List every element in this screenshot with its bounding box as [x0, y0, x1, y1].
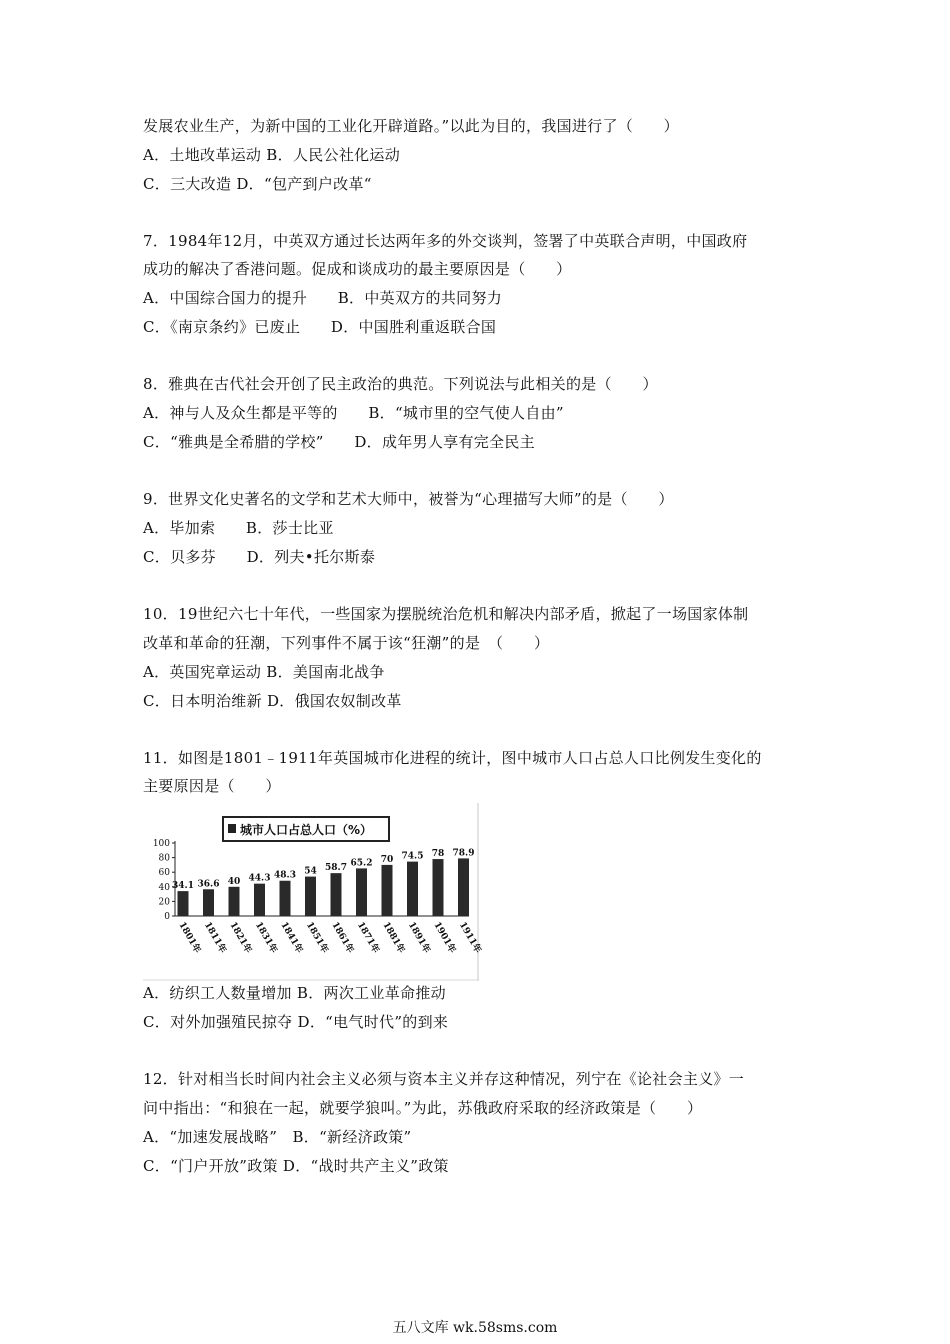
- chart-data-label: 74.5: [401, 851, 424, 862]
- chart-x-tick-label: 1851年: [303, 920, 330, 955]
- chart-x-tick-label: 1911年: [456, 920, 483, 955]
- chart-x-tick-label: 1811年: [201, 920, 228, 955]
- chart-data-label: 70: [380, 854, 394, 865]
- chart-data-label: 44.3: [248, 873, 271, 884]
- chart-x-tick-label: 1801年: [176, 920, 203, 955]
- chart-bar: [356, 868, 367, 916]
- question-7-option-ab: A．中国综合国力的提升 B．中英双方的共同努力: [143, 289, 503, 307]
- chart-data-label: 54: [304, 866, 317, 877]
- question-6-option-ab: A．土地改革运动 B．人民公社化运动: [143, 146, 401, 164]
- chart-bar: [254, 884, 265, 916]
- chart-bar: [331, 873, 342, 916]
- question-8-stem: 8．雅典在古代社会开创了民主政治的典范。下列说法与此相关的是（ ）: [143, 375, 658, 393]
- urbanization-chart-svg: [143, 803, 483, 981]
- question-9-stem: 9．世界文化史著名的文学和艺术大师中，被誉为“心理描写大师”的是（ ）: [143, 490, 674, 508]
- question-11-option-ab: A．纺织工人数量增加 B．两次工业革命推动: [143, 984, 446, 1002]
- question-12-stem-line-1: 12．针对相当长时间内社会主义必须与资本主义并存这种情况，列宁在《论社会主义》一: [143, 1070, 745, 1088]
- chart-y-tick-label: 20: [158, 897, 170, 908]
- chart-bar: [433, 859, 444, 916]
- question-7-stem-line-2: 成功的解决了香港问题。促成和谈成功的最主要原因是（ ）: [143, 260, 572, 278]
- question-9-option-cd: C．贝多芬 D．列夫•托尔斯泰: [143, 548, 376, 566]
- chart-bar: [305, 877, 316, 916]
- question-12-option-cd: C．“门户开放”政策 D．“战时共产主义”政策: [143, 1157, 449, 1175]
- question-12-option-ab: A．“加速发展战略” B．“新经济政策”: [143, 1128, 412, 1146]
- question-12-stem-line-2: 问中指出：“和狼在一起，就要学狼叫。”为此，苏俄政府采取的经济政策是（ ）: [143, 1099, 703, 1117]
- chart-bar: [382, 865, 393, 916]
- question-9-option-ab: A．毕加索 B．莎士比亚: [143, 519, 334, 537]
- chart-bar: [178, 891, 189, 916]
- chart-bar: [458, 858, 469, 916]
- question-10-option-cd: C．日本明治维新 D．俄国农奴制改革: [143, 692, 402, 710]
- chart-bar: [280, 881, 291, 916]
- footer-watermark: 五八文库 wk.58sms.com: [392, 1320, 558, 1336]
- chart-data-label: 40: [227, 876, 241, 887]
- chart-data-label: 78: [431, 849, 445, 860]
- chart-x-tick-label: 1831年: [252, 920, 279, 955]
- chart-x-tick-label: 1901年: [431, 920, 458, 955]
- chart-x-tick-label: 1881年: [380, 920, 407, 955]
- chart-x-tick-label: 1841年: [278, 920, 305, 955]
- chart-x-tick-label: 1861年: [329, 920, 356, 955]
- urbanization-chart: [143, 803, 483, 981]
- chart-x-tick-label: 1871年: [354, 920, 381, 955]
- chart-y-tick-label: 40: [158, 882, 170, 893]
- chart-bar: [229, 887, 240, 916]
- question-6-option-cd: C．三大改造 D．“包产到户改革“: [143, 175, 372, 193]
- chart-x-tick-label: 1891年: [405, 920, 432, 955]
- question-8-option-cd: C．“雅典是全希腊的学校” D．成年男人享有完全民主: [143, 433, 535, 451]
- question-7-stem-line-1: 7．1984年12月，中英双方通过长达两年多的外交谈判，签署了中英联合声明，中国政府: [143, 232, 748, 250]
- question-8-option-ab: A．神与人及众生都是平等的 B．“城市里的空气使人自由”: [143, 404, 564, 422]
- chart-data-label: 65.2: [350, 858, 373, 869]
- question-6-stem: 发展农业生产，为新中国的工业化开辟道路。”以此为目的，我国进行了（ ）: [143, 117, 679, 135]
- question-10-stem-line-2: 改革和革命的狂潮，下列事件不属于该“狂潮”的是 （ ）: [143, 634, 550, 652]
- chart-y-tick-label: 60: [158, 868, 170, 879]
- chart-y-tick-label: 0: [164, 912, 170, 922]
- question-11-option-cd: C．对外加强殖民掠夺 D．“电气时代”的到来: [143, 1013, 449, 1031]
- question-7-option-cd: C．《南京条约》已废止 D．中国胜利重返联合国: [143, 318, 497, 336]
- chart-data-label: 34.1: [172, 881, 194, 892]
- chart-y-tick-label: 100: [152, 839, 170, 849]
- chart-legend-swatch: [228, 824, 236, 833]
- chart-x-tick-label: 1821年: [227, 920, 254, 955]
- chart-bar: [407, 862, 418, 916]
- chart-data-label: 48.3: [274, 870, 296, 881]
- question-10-stem-line-1: 10．19世纪六七十年代，一些国家为摆脱统治危机和解决内部矛盾，掀起了一场国家体制: [143, 605, 749, 623]
- chart-bar: [203, 889, 214, 916]
- question-10-option-ab: A．英国宪章运动 B．美国南北战争: [143, 663, 385, 681]
- chart-y-tick-label: 80: [158, 853, 170, 864]
- question-11-stem-line-1: 11．如图是1801﹣1911年英国城市化进程的统计，图中城市人口占总人口比例发生变化的: [143, 749, 762, 767]
- question-11-stem-line-2: 主要原因是（ ）: [143, 777, 281, 795]
- chart-data-label: 78.9: [452, 848, 475, 859]
- chart-data-label: 58.7: [325, 863, 347, 874]
- chart-data-label: 36.6: [197, 879, 220, 890]
- chart-title: 城市人口占总人口（%）: [240, 823, 373, 837]
